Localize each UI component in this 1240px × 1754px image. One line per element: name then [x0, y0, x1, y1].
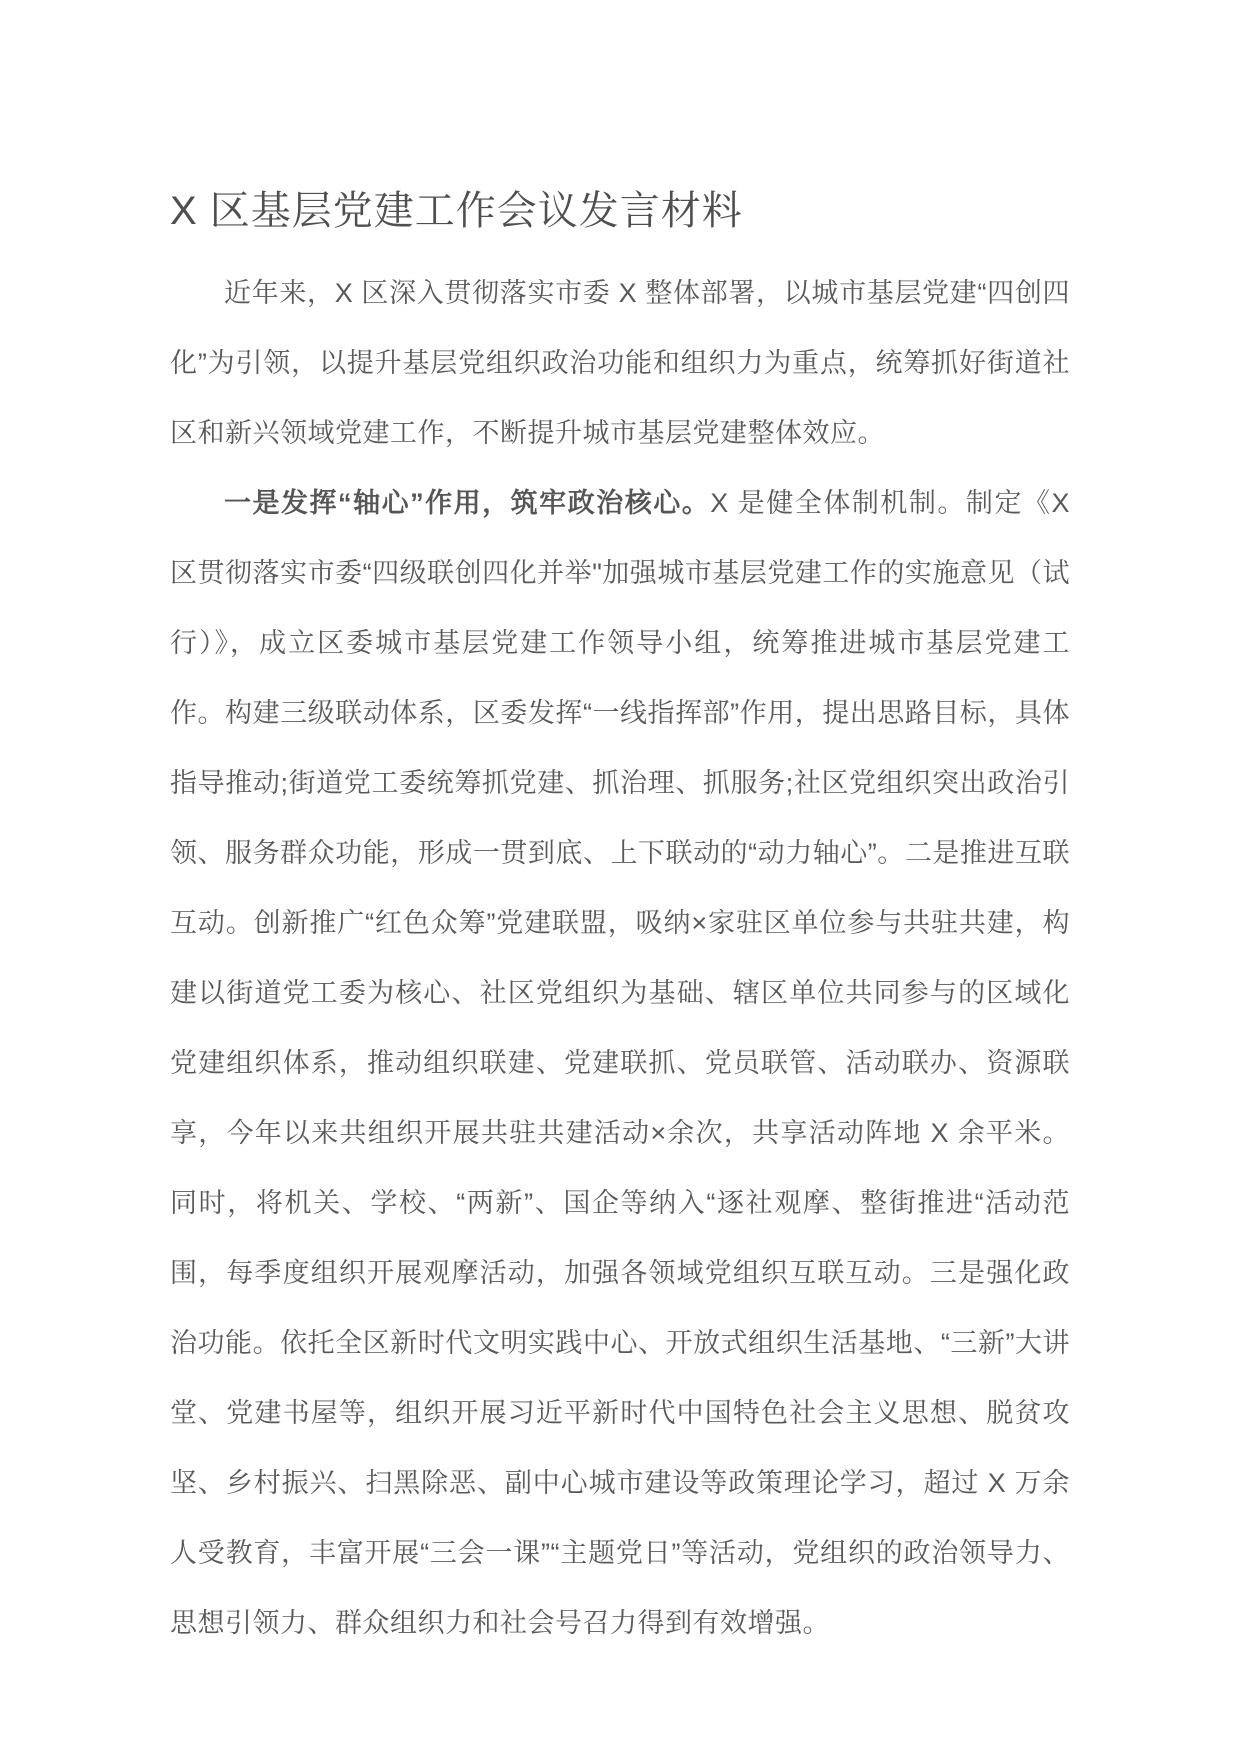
- paragraph-lead: 一是发挥“轴心”作用，筑牢政治核心。: [224, 488, 711, 518]
- paragraph-text: 近年来，X 区深入贯彻落实市委 X 整体部署，以城市基层党建“四创四化”为引领，以提升基层党组织政治功能和组织力为重点，统筹抓好街道社区和新兴领域党建工作，不断提升城市基层党建整体效应。: [170, 278, 1070, 448]
- paragraph: [170, 258, 1070, 468]
- document-body: [170, 258, 1070, 1658]
- document-title: X 区基层党建工作会议发言材料: [170, 189, 743, 233]
- paragraph-text: X 是健全体制机制。制定《X 区贯彻落实市委“四级联创四化并举"加强城市基层党建工作的实施意见（试行）》，成立区委城市基层党建工作领导小组，统筹推进城市基层党建工作。构建三级联动体系，区委发挥“一线指挥部”作用，提出思路目标，具体指导推动;街道党工委统筹抓党建、抓治理、抓服务;社区党组织突出政治引领、服务群众功能，形成一贯到底、上下联动的“动力轴心”。二是推进互联互动。创新推广“红色众筹”党建联盟，吸纳×家驻区单位参与共驻共建，构建以街道党工委为核心、社区党组织为基础、辖区单位共同参与的区域化党建组织体系，推动组织联建、党建联抓、党员联管、活动联办、资源联享，今年以来共组织开展共驻共建活动×余次，共享活动阵地 X 余平米。同时，将机关、学校、“两新”、国企等纳入“逐社观摩、整街推进“活动范围，每季度组织开展观摩活动，加强各领域党组织互联互动。三是强化政治功能。依托全区新时代文明实践中心、开放式组织生活基地、“三新”大讲堂、党建书屋等，组织开展习近平新时代中国特色社会主义思想、脱贫攻坚、乡村振兴、扫黑除恶、副中心城市建设等政策理论学习，超过 X 万余人受教育，丰富开展“三会一课”“主题党日”等活动，党组织的政治领导力、思想引领力、群众组织力和社会号召力得到有效增强。: [170, 488, 1070, 1638]
- paragraph: [170, 468, 1070, 1658]
